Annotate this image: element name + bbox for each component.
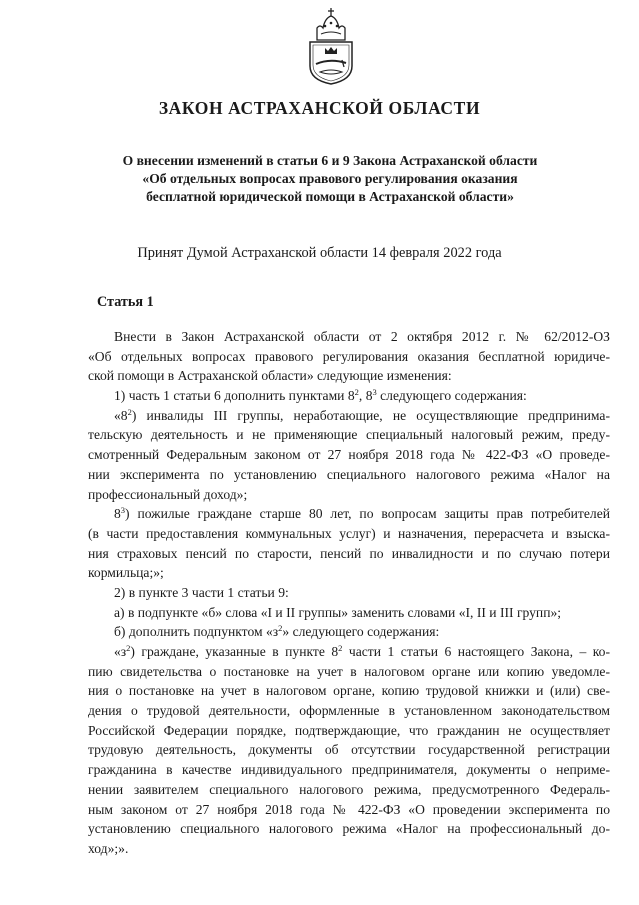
superscript-index: 2 (354, 387, 359, 398)
article-body (88, 327, 610, 859)
line-text: профессиональный доход»; (88, 486, 248, 502)
superscript-index: 2 (126, 643, 131, 653)
line-text: «Об отдельных вопросах правового регулирования оказания бесплатной юридиче- (88, 348, 610, 364)
article-line (88, 681, 610, 701)
line-text: трудовую деятельность, документы об отсутствии государственной регистрации (88, 742, 610, 758)
article-line (88, 504, 610, 524)
article-line (88, 563, 610, 583)
article-line (88, 839, 610, 859)
article-line (88, 485, 610, 505)
article-line (88, 524, 610, 544)
line-text: кормильца;»; (88, 565, 164, 581)
line-text: установлению специального налогового режима «Налог на профессиональный до- (88, 821, 610, 837)
line-text: ской помощи в Астраханской области» следующие изменения: (88, 368, 452, 384)
line-text: ния страховых пенсий по старости, пенсий по инвалидности и по случаю потери (88, 545, 610, 561)
law-subtitle (60, 152, 600, 206)
line-text: нении заявителем специального налогового режима, предусмотренного Федераль- (88, 781, 610, 797)
subtitle-line: О внесении изменений в статьи 6 и 9 Закона Астраханской области (122, 153, 538, 168)
line-text: ход»;». (88, 840, 129, 856)
article-line (88, 327, 610, 347)
article-line (88, 800, 610, 820)
article-line (88, 819, 610, 839)
line-text: пию свидетельства о постановке на учет в налоговом органе или копию уведомле- (88, 663, 610, 679)
line-text: тельскую деятельность и не применяющие специальный налоговый режим, преду- (88, 427, 610, 443)
line-text: Российской Федерации порядке, подтверждающие, что гражданин не осуществляет (88, 722, 610, 738)
line-text: 8 (114, 506, 121, 522)
adoption-statement: Принят Думой Астраханской области 14 февраля 2022 года (137, 245, 502, 261)
astrakhan-coat-of-arms-icon (298, 6, 364, 86)
article-line (88, 642, 610, 662)
article-line (88, 347, 610, 367)
article-line (88, 701, 610, 721)
line-text: «8 (114, 407, 128, 423)
subtitle-line: бесплатной юридической помощи в Астраханской области» (146, 189, 514, 204)
superscript-index: 3 (120, 505, 126, 516)
subtitle-line: «Об отдельных вопросах правового регулирования оказания (142, 171, 518, 186)
line-text: , 8 (358, 388, 373, 404)
line-text: а) в подпункте «б» слова «I и II группы» заменить словами «I, II и III групп»; (114, 604, 562, 620)
article-line (88, 406, 610, 426)
superscript-index: 2 (127, 406, 132, 417)
superscript-index: 2 (278, 623, 283, 634)
line-text: следующего содержания: (376, 388, 527, 404)
line-text: ния о постановке на учет в налоговом органе, копию трудовой книжки и (или) све- (88, 683, 610, 699)
line-text: нии эксперимента по установлению специального налогового режима «Налог на (88, 466, 610, 482)
superscript-index: 3 (372, 387, 377, 398)
line-text: ) пожилые граждане старше 80 лет, по вопросам защиты прав потребителей (125, 506, 610, 522)
article-line (88, 603, 610, 623)
article-line (88, 366, 610, 386)
article-line (88, 425, 610, 445)
article-line (88, 662, 610, 682)
line-text: 2) в пункте 3 части 1 статьи 9: (114, 584, 289, 600)
article-heading: Статья 1 (97, 294, 154, 310)
line-text: «з (114, 644, 127, 659)
law-title: ЗАКОН АСТРАХАНСКОЙ ОБЛАСТИ (158, 98, 481, 118)
article-line (88, 386, 610, 406)
line-text: » следующего содержания: (282, 624, 440, 640)
article-line (88, 740, 610, 760)
article-line (88, 445, 610, 465)
article-line (88, 721, 610, 741)
article-line (88, 465, 610, 485)
line-text: 1) часть 1 статьи 6 дополнить пунктами 8 (114, 388, 355, 404)
line-text: смотренный Федеральным законом от 27 ноября 2018 года № 422-ФЗ «О проведе- (88, 447, 610, 463)
line-text: ) граждане, указанные в пункте 8 (130, 644, 339, 659)
superscript-index: 2 (338, 643, 343, 653)
line-text: (в части предоставления коммунальных услуг) и назначения, перерасчета и взыска- (88, 525, 610, 541)
line-text: дения о трудовой деятельности, оформленные в установленном законодательством (88, 703, 610, 719)
article-line (88, 622, 610, 642)
line-text: ным законом от 27 ноября 2018 года № 422-ФЗ «О проведении эксперимента по (88, 801, 610, 817)
article-line (88, 780, 610, 800)
article-line (88, 583, 610, 603)
article-line (88, 544, 610, 564)
line-text: б) дополнить подпунктом «з (114, 624, 279, 640)
line-text: ) инвалиды III группы, неработающие, не осуществляющие предпринима- (131, 407, 610, 423)
line-text: гражданина в качестве индивидуального предпринимателя, документы о неприме- (88, 762, 610, 778)
article-line (88, 760, 610, 780)
line-text: части 1 статьи 6 настоящего Закона, – ко- (342, 644, 610, 659)
line-text: Внести в Закон Астраханской области от 2 октября 2012 г. № 62/2012-ОЗ (114, 329, 610, 344)
